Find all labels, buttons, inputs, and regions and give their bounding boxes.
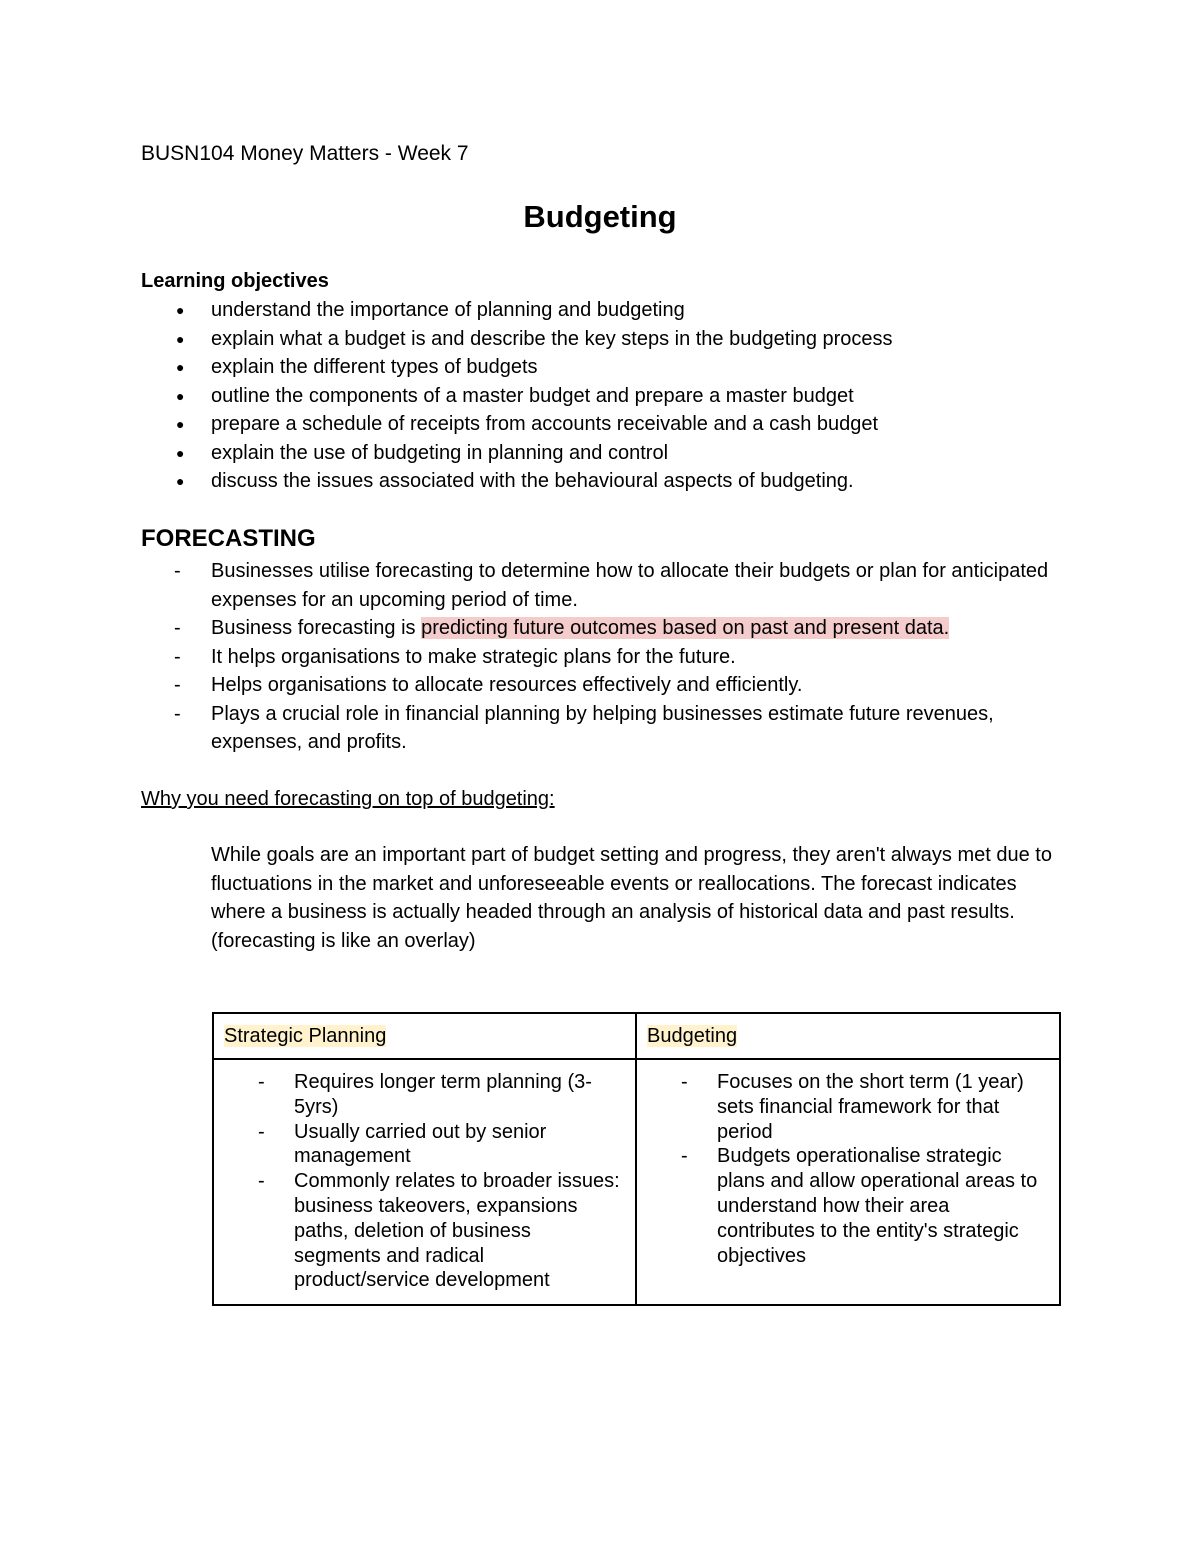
table-header-cell xyxy=(213,1013,636,1059)
objectives-list xyxy=(141,296,893,496)
table-cell xyxy=(213,1059,636,1305)
list-item: - Budgets operationalise strategic plans and allow operational areas to understand how their area contributes to the entity's strategic objectives xyxy=(681,1145,1038,1267)
bullet-icon: ● xyxy=(176,416,185,432)
comparison-table xyxy=(212,1012,1061,1306)
list-item: - Commonly relates to broader issues: business takeovers, expansions paths, deletion of business segments and radical product/service development xyxy=(258,1170,620,1292)
table-header-row xyxy=(213,1013,1060,1059)
dash-marker: - xyxy=(174,617,181,639)
bullet-icon: ● xyxy=(176,359,185,375)
list-item: - Plays a crucial role in financial planning by helping businesses estimate future revenues, expenses, and profits. xyxy=(141,700,1071,757)
dash-marker: - xyxy=(174,702,181,725)
list-item: - Usually carried out by senior management xyxy=(258,1120,547,1168)
list-item: - Business forecasting is predicting future outcomes based on past and present data. xyxy=(141,614,1071,643)
list-item: - Businesses utilise forecasting to determine how to allocate their budgets or plan for anticipated expenses for an upcoming period of time. xyxy=(141,557,1071,614)
dash-marker: - xyxy=(681,1071,688,1093)
dash-marker: - xyxy=(681,1145,688,1168)
table-header-cell xyxy=(636,1013,1060,1059)
budgeting-points xyxy=(637,1070,1045,1268)
why-forecasting-paragraph: While goals are an important part of budget setting and progress, they aren't always met due to fluctuations in the market and unforeseeable events or reallocations. The forecast indicates where a business is actually headed through an analysis of historical data and past results. (forecasting is like an overlay) xyxy=(211,844,1052,952)
list-item: ● explain the use of budgeting in planning and control xyxy=(141,439,893,468)
bullet-icon: ● xyxy=(176,444,185,461)
list-item: ● prepare a schedule of receipts from accounts receivable and a cash budget xyxy=(141,410,893,439)
list-item: ● outline the components of a master budget and prepare a master budget xyxy=(141,382,893,411)
bullet-icon: ● xyxy=(176,387,185,404)
forecasting-heading: FORECASTING xyxy=(141,525,316,552)
page-title: Budgeting xyxy=(523,199,677,234)
table-row xyxy=(213,1059,1060,1305)
dash-marker: - xyxy=(258,1120,265,1143)
dash-marker: - xyxy=(174,560,181,582)
list-item: - Requires longer term planning (3-5yrs) xyxy=(258,1071,592,1118)
table-cell xyxy=(636,1059,1060,1305)
list-item: ● explain the different types of budgets xyxy=(141,353,893,382)
strategic-planning-points xyxy=(214,1070,621,1293)
budgeting-header: Budgeting xyxy=(647,1025,738,1047)
strategic-planning-header: Strategic Planning xyxy=(224,1025,387,1047)
dash-marker: - xyxy=(174,645,181,668)
dash-marker: - xyxy=(258,1071,265,1093)
list-item: ● discuss the issues associated with the behavioural aspects of budgeting. xyxy=(141,467,893,496)
list-item: - Helps organisations to allocate resources effectively and efficiently. xyxy=(141,671,1071,700)
list-item: - It helps organisations to make strategic plans for the future. xyxy=(141,643,1071,672)
list-item: ● explain what a budget is and describe the key steps in the budgeting process xyxy=(141,325,893,354)
bullet-icon: ● xyxy=(176,330,185,347)
why-forecasting-heading: Why you need forecasting on top of budgeting: xyxy=(141,788,555,810)
list-item: ● understand the importance of planning and budgeting xyxy=(141,296,893,325)
dash-marker: - xyxy=(258,1170,265,1193)
bullet-icon: ● xyxy=(176,473,185,489)
objectives-heading: Learning objectives xyxy=(141,270,329,292)
highlighted-definition: predicting future outcomes based on past and present data. xyxy=(421,617,950,639)
dash-marker: - xyxy=(174,674,181,696)
forecasting-points xyxy=(141,557,1071,757)
course-title: BUSN104 Money Matters - Week 7 xyxy=(141,142,469,165)
bullet-icon: ● xyxy=(176,302,185,318)
list-item: - Focuses on the short term (1 year) sets financial framework for that period xyxy=(681,1071,1024,1143)
